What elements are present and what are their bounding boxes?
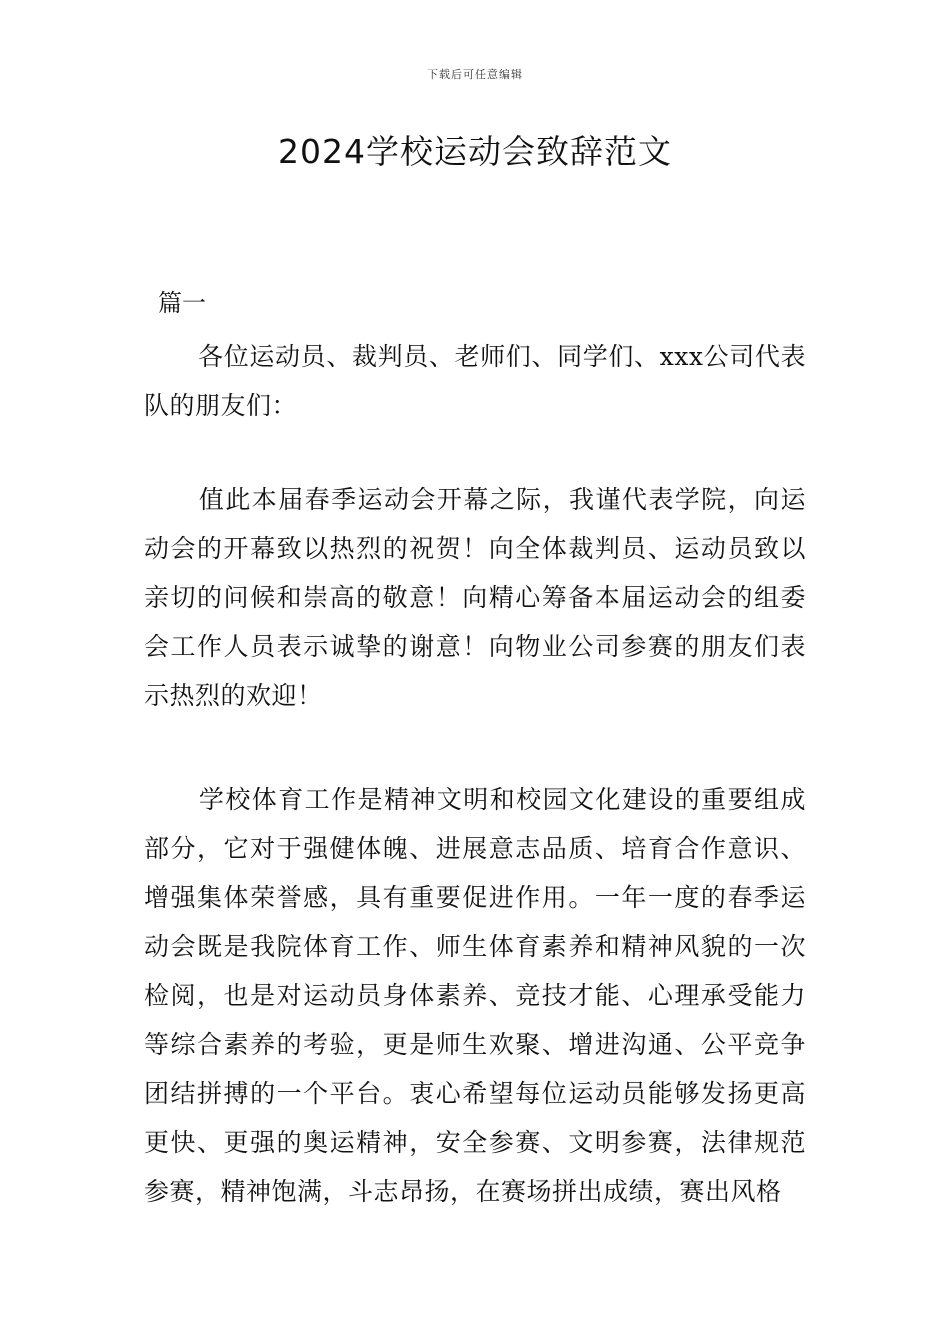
paragraph-text: 学校体育工作是精神文明和校园文化建设的重要组成部分，它对于强健体魄、进展意志品质、培育合作意识、增强集体荣誉感，具有重要促进作用。一年一度的春季运动会既是我院体育工作、师生体育素养和精神风貌的一次检阅，也是对运动员身体素养、竞技才能、心理承受能力等综合素养的考验，更是师生欢聚、增进沟通、公平竞争团结拼搏的一个平台。衷心希望每位运动员能够发扬更高更快、更强的奥运精神，安全参赛、文明参赛，法律规范参赛，精神饱满，斗志昂扬，在赛场拼出成绩，赛出风格 [144, 785, 806, 1206]
paragraph-sports-work [144, 775, 806, 1216]
paragraph-text: 各位运动员、裁判员、老师们、同学们、xxx公司代表队的朋友们： [144, 342, 806, 420]
paragraph-greeting [144, 332, 806, 430]
section-label: 篇一 [158, 289, 206, 317]
paragraph-congratulations [144, 475, 806, 720]
header-note: 下载后可任意编辑 [427, 68, 523, 81]
paragraph-text: 值此本届春季运动会开幕之际，我谨代表学院，向运动会的开幕致以热烈的祝贺！向全体裁判员、运动员致以亲切的问候和崇高的敬意！向精心筹备本届运动会的组委会工作人员表示诚挚的谢意！向物业公司参赛的朋友们表示热烈的欢迎！ [144, 485, 806, 710]
document-title: 2024学校运动会致辞范文 [278, 132, 672, 171]
